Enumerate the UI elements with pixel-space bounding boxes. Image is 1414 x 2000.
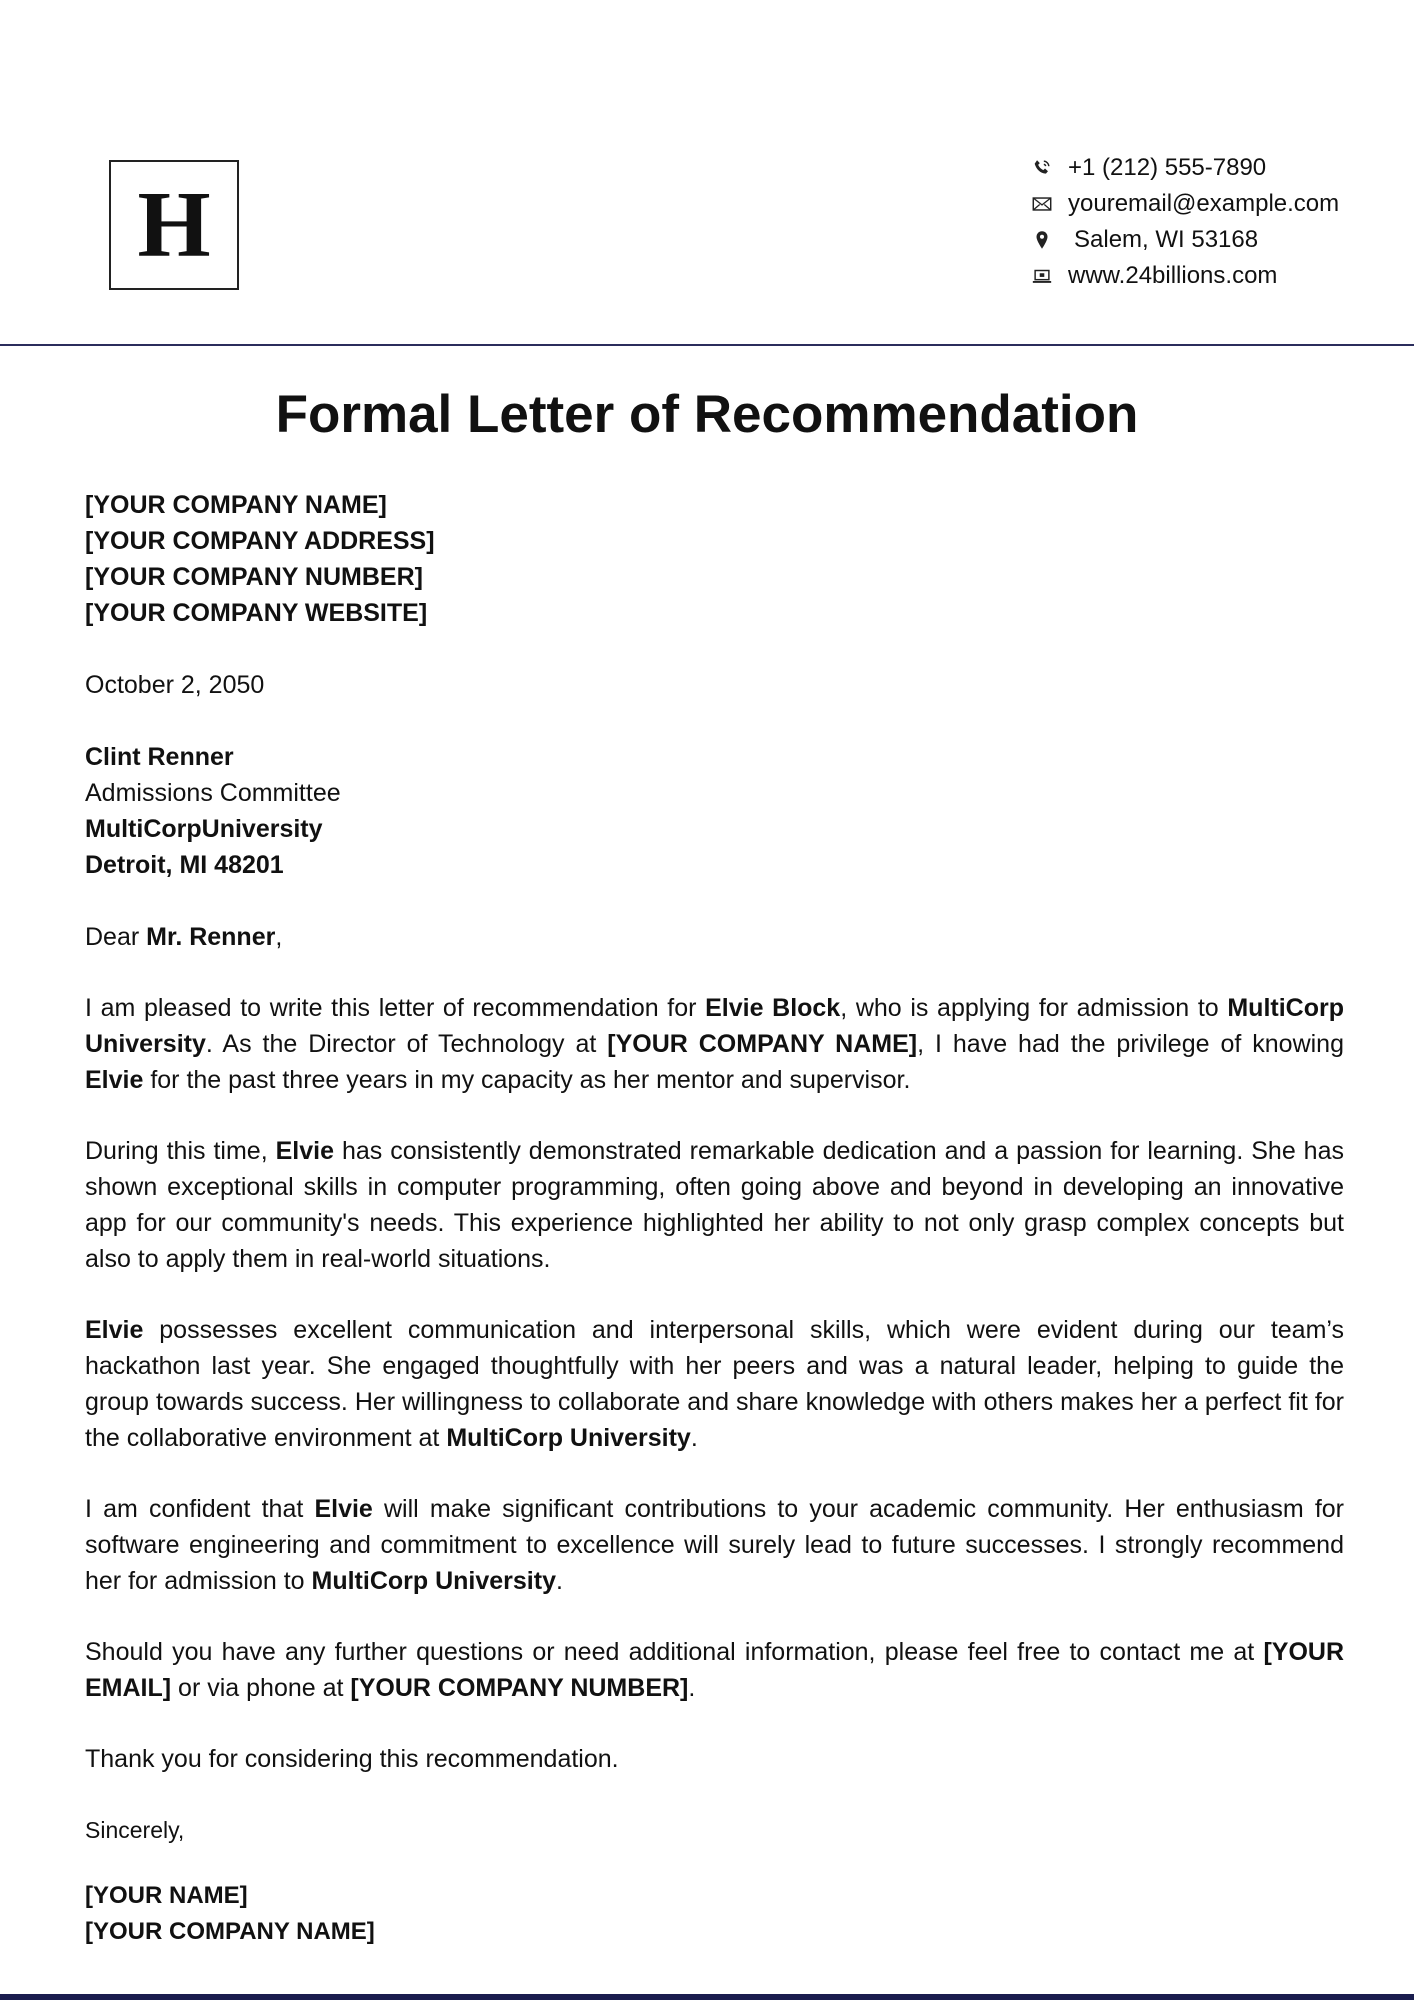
envelope-icon bbox=[1028, 192, 1056, 216]
signature-name: [YOUR NAME] bbox=[85, 1882, 248, 1909]
letter-date: October 2, 2050 bbox=[85, 671, 265, 699]
sender-company-number: [YOUR COMPANY NUMBER] bbox=[85, 563, 423, 591]
laptop-icon bbox=[1028, 264, 1056, 288]
page-title: Formal Letter of Recommendation bbox=[275, 385, 1139, 444]
email-text: youremail@example.com bbox=[1068, 190, 1340, 217]
footer-bar bbox=[0, 1994, 1414, 2000]
salutation: Dear Mr. Renner, bbox=[85, 923, 283, 951]
signature-block bbox=[85, 1878, 1344, 1950]
location-text: Salem, WI 53168 bbox=[1074, 226, 1259, 253]
paragraph-3: Elvie possesses excellent communication and interpersonal skills, which were evident during our team’s hackathon last year. She engaged thoughtfully with her peers and was a natural leader, helping to guide the group towards success. Her willingness to collaborate and share knowledge with others makes her a perfect fit for the collaborative environment at MultiCorp University. bbox=[85, 1316, 1344, 1452]
contact-location bbox=[1028, 222, 1339, 258]
paragraph-1: I am pleased to write this letter of recommendation for Elvie Block, who is applying for admission to MultiCorp University. As the Director of Technology at [YOUR COMPANY NAME], I have had the privilege of knowing Elvie for the past three years in my capacity as her mentor and supervisor. bbox=[85, 994, 1344, 1094]
contact-website bbox=[1028, 258, 1339, 294]
contact-phone bbox=[1028, 150, 1339, 186]
sender-block bbox=[85, 487, 1344, 631]
recipient-block bbox=[85, 739, 1344, 883]
paragraph-2: During this time, Elvie has consistently demonstrated remarkable dedication and a passion for learning. She has shown exceptional skills in computer programming, often going above and beyond in developing an innovative app for our community's needs. This experience highlighted her ability to not only grasp complex concepts but also to apply them in real-world situations. bbox=[85, 1137, 1344, 1273]
contact-info bbox=[1028, 150, 1339, 294]
phone-text: +1 (212) 555-7890 bbox=[1068, 154, 1267, 181]
recipient-department: Admissions Committee bbox=[85, 779, 341, 807]
sender-company-name: [YOUR COMPANY NAME] bbox=[85, 491, 387, 519]
logo bbox=[109, 160, 239, 290]
paragraph-5: Should you have any further questions or need additional information, please feel free to contact me at [YOUR EMAIL] or via phone at [YOUR COMPANY NUMBER]. bbox=[85, 1638, 1344, 1702]
sender-company-website: [YOUR COMPANY WEBSITE] bbox=[85, 599, 428, 627]
sender-company-address: [YOUR COMPANY ADDRESS] bbox=[85, 527, 435, 555]
location-pin-icon bbox=[1028, 228, 1056, 252]
signature-company: [YOUR COMPANY NAME] bbox=[85, 1918, 375, 1945]
recipient-organization: MultiCorpUniversity bbox=[85, 815, 323, 843]
recipient-city: Detroit, MI 48201 bbox=[85, 851, 284, 879]
paragraph-6: Thank you for considering this recommendation. bbox=[85, 1745, 619, 1773]
recipient-name: Clint Renner bbox=[85, 743, 234, 771]
paragraph-4: I am confident that Elvie will make significant contributions to your academic community. Her enthusiasm for software engineering and commitment to excellence will surely lead to future successes. I strongly recommend her for admission to MultiCorp University. bbox=[85, 1495, 1344, 1595]
website-text: www.24billions.com bbox=[1068, 262, 1278, 289]
contact-email bbox=[1028, 186, 1339, 222]
letter-body bbox=[85, 487, 1344, 1950]
logo-letter: H bbox=[137, 173, 211, 277]
phone-icon bbox=[1028, 156, 1056, 180]
closing: Sincerely, bbox=[85, 1817, 185, 1843]
header-divider bbox=[0, 344, 1414, 346]
